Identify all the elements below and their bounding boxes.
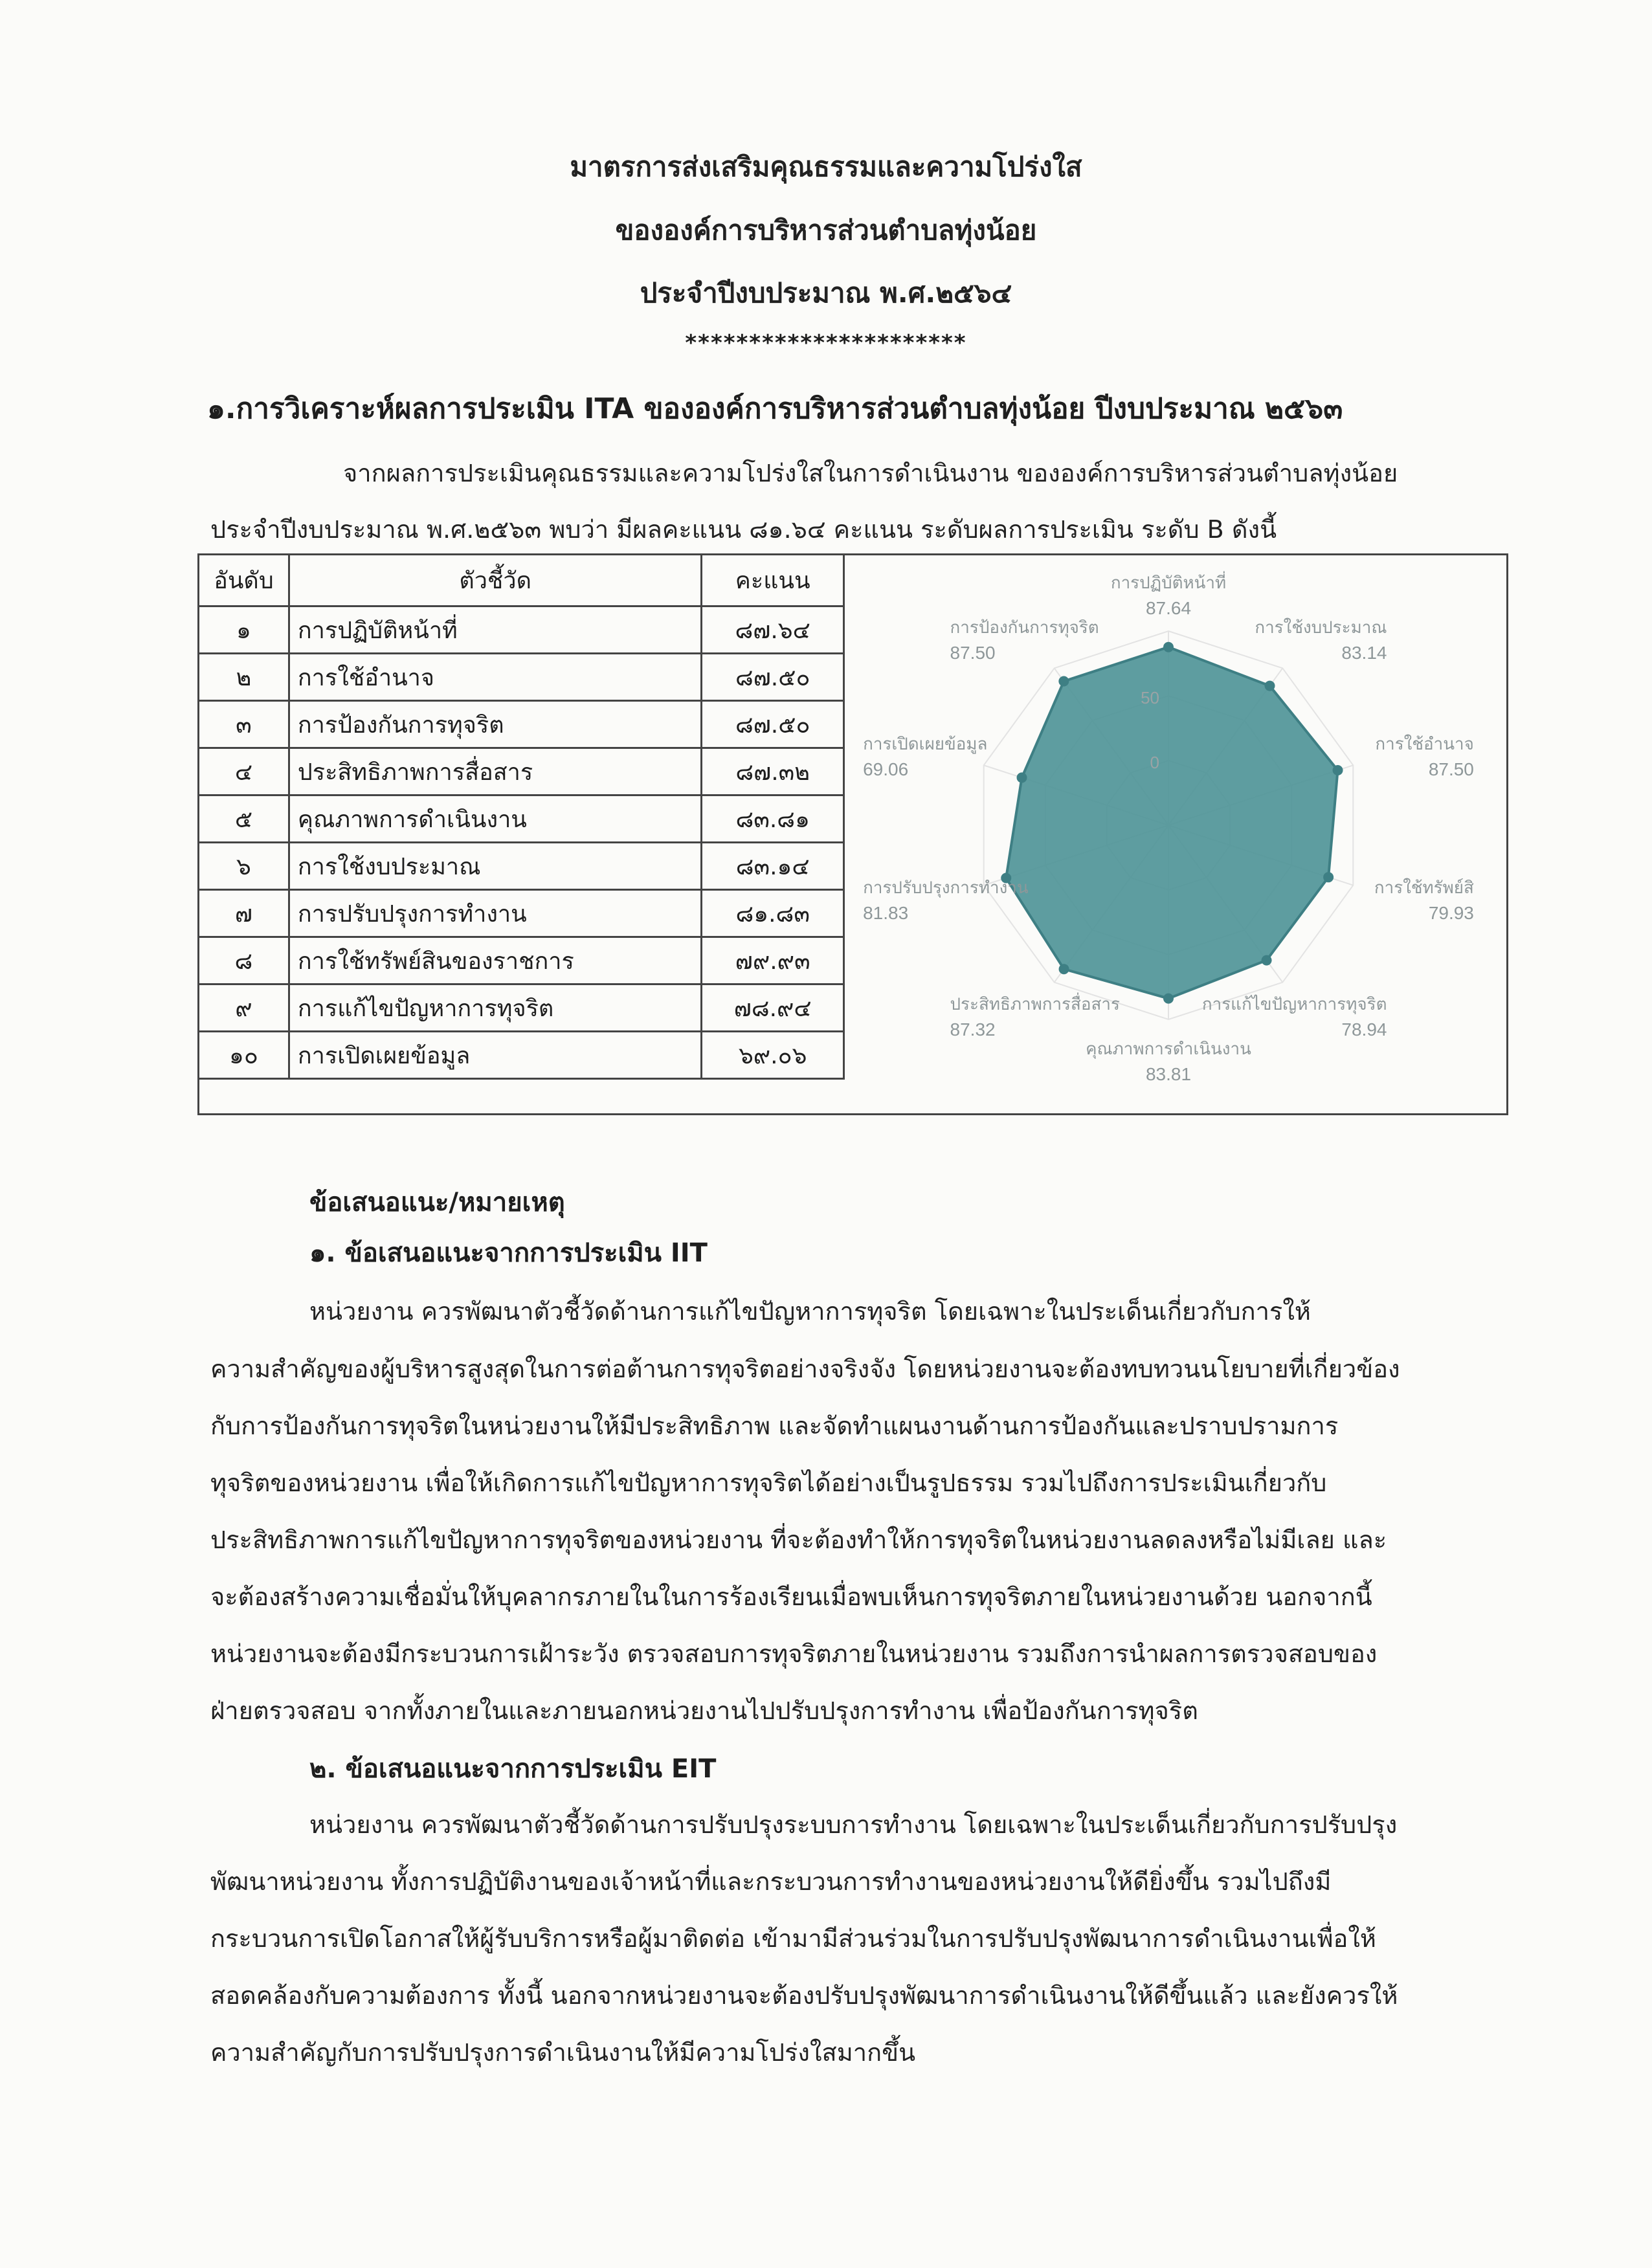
iit-paragraph-line: หน่วยงานจะต้องมีกระบวนการเฝ้าระวัง ตรวจสอบการทุจริตภายในหน่วยงาน รวมถึงการนำผลการตรวจสอบของ — [210, 1640, 1378, 1668]
score-cell: ๘๓.๘๑ — [702, 795, 844, 843]
rank-cell: ๔ — [199, 748, 289, 795]
table-row — [199, 843, 844, 890]
rank-cell: ๑ — [199, 606, 289, 654]
ita-score-table — [197, 553, 845, 1080]
radar-data-point — [1059, 964, 1069, 974]
document-title-line-1: มาตรการส่งเสริมคุณธรรมและความโปร่งใส — [570, 151, 1082, 183]
indicator-cell: การแก้ไขปัญหาการทุจริต — [289, 984, 702, 1032]
iit-paragraph-line: ความสำคัญของผู้บริหารสูงสุดในการต่อต้านการทุจริตอย่างจริงจัง โดยหน่วยงานจะต้องทบทวนนโยบายที่เกี่ยวข้อง — [210, 1355, 1400, 1383]
radar-category-label: การใช้อำนาจ — [1375, 734, 1474, 754]
section-1-intro-line-1: จากผลการประเมินคุณธรรมและความโปร่งใสในการดำเนินงาน ขององค์การบริหารส่วนตำบลทุ่งน้อย — [343, 459, 1398, 487]
score-cell: ๘๑.๘๓ — [702, 890, 844, 937]
radar-data-point — [1265, 681, 1275, 691]
radar-category-label: การใช้ทรัพย์สิ — [1374, 878, 1474, 898]
radar-data-point — [1163, 994, 1174, 1004]
iit-paragraph-line: ประสิทธิภาพการแก้ไขปัญหาการทุจริตของหน่วยงาน ที่จะต้องทำให้การทุจริตในหน่วยงานลดลงหรือไม่มีเลย และ — [210, 1526, 1387, 1554]
table-row — [199, 795, 844, 843]
column-header-score: คะแนน — [702, 555, 844, 606]
table-header-row — [199, 555, 844, 606]
section-1-intro-line-2: ประจำปีงบประมาณ พ.ศ.๒๕๖๓ พบว่า มีผลคะแนน ๘๑.๖๔ คะแนน ระดับผลการประเมิน ระดับ B ดังนี้ — [210, 515, 1277, 544]
table-row — [199, 701, 844, 748]
radar-data-area — [1006, 647, 1337, 999]
radar-tick-label: 0 — [1150, 753, 1159, 772]
radar-data-point — [1163, 642, 1174, 652]
iit-paragraph-line: ทุจริตของหน่วยงาน เพื่อให้เกิดการแก้ไขปัญหาการทุจริตได้อย่างเป็นรูปธรรม รวมไปถึงการประเมินเกี่ยวกับ — [210, 1469, 1327, 1497]
section-1-heading: ๑.การวิเคราะห์ผลการประเมิน ITA ขององค์การบริหารส่วนตำบลทุ่งน้อย ปีงบประมาณ ๒๕๖๓ — [207, 392, 1343, 425]
indicator-cell: การใช้ทรัพย์สินของราชการ — [289, 937, 702, 984]
iit-paragraph-line: หน่วยงาน ควรพัฒนาตัวชี้วัดด้านการแก้ไขปัญหาการทุจริต โดยเฉพาะในประเด็นเกี่ยวกับการให้ — [309, 1297, 1311, 1326]
iit-paragraph-line: จะต้องสร้างความเชื่อมั่นให้บุคลากรภายในในการร้องเรียนเมื่อพบเห็นการทุจริตภายในหน่วยงานด้วย นอกจากนี้ — [210, 1583, 1372, 1611]
radar-tick-label: 50 — [1141, 688, 1159, 707]
recommendations-heading: ข้อเสนอแนะ/หมายเหตุ — [309, 1188, 565, 1217]
rank-cell: ๑๐ — [199, 1032, 289, 1079]
radar-value-label: 87.50 — [1428, 759, 1474, 779]
indicator-cell: การปรับปรุงการทำงาน — [289, 890, 702, 937]
score-cell: ๘๗.๕๐ — [702, 654, 844, 701]
radar-value-label: 69.06 — [863, 759, 909, 779]
table-row — [199, 984, 844, 1032]
radar-value-label: 87.32 — [950, 1019, 996, 1040]
radar-value-label: 79.93 — [1428, 903, 1474, 924]
radar-value-label: 87.50 — [950, 642, 996, 663]
indicator-cell: การปฏิบัติหน้าที่ — [289, 606, 702, 654]
eit-paragraph-line: หน่วยงาน ควรพัฒนาตัวชี้วัดด้านการปรับปรุงระบบการทำงาน โดยเฉพาะในประเด็นเกี่ยวกับการปรับปรุง — [309, 1810, 1398, 1839]
rank-cell: ๙ — [199, 984, 289, 1032]
score-cell: ๗๘.๙๔ — [702, 984, 844, 1032]
indicator-cell: การใช้งบประมาณ — [289, 843, 702, 890]
column-header-rank: อันดับ — [199, 555, 289, 606]
indicator-cell: คุณภาพการดำเนินงาน — [289, 795, 702, 843]
table-row — [199, 937, 844, 984]
radar-value-label: 81.83 — [863, 903, 909, 924]
document-title-line-3: ประจำปีงบประมาณ พ.ศ.๒๕๖๔ — [640, 277, 1012, 309]
radar-data-point — [1262, 955, 1272, 966]
radar-category-label: การแก้ไขปัญหาการทุจริต — [1201, 995, 1387, 1015]
indicator-cell: การป้องกันการทุจริต — [289, 701, 702, 748]
column-header-indicator: ตัวชี้วัด — [289, 555, 702, 606]
score-cell: ๘๗.๓๒ — [702, 748, 844, 795]
rank-cell: ๖ — [199, 843, 289, 890]
score-cell: ๘๗.๕๐ — [702, 701, 844, 748]
score-cell: ๘๗.๖๔ — [702, 606, 844, 654]
score-cell: ๖๙.๐๖ — [702, 1032, 844, 1079]
eit-recommendation-heading: ๒. ข้อเสนอแนะจากการประเมิน EIT — [309, 1754, 717, 1784]
indicator-cell: ประสิทธิภาพการสื่อสาร — [289, 748, 702, 795]
eit-paragraph-line: ความสำคัญกับการปรับปรุงการดำเนินงานให้มีความโปร่งใสมากขึ้น — [210, 2038, 916, 2067]
radar-category-label: ประสิทธิภาพการสื่อสาร — [950, 995, 1120, 1015]
rank-cell: ๕ — [199, 795, 289, 843]
table-row — [199, 654, 844, 701]
table-row — [199, 1032, 844, 1079]
table-row — [199, 606, 844, 654]
indicator-cell: การใช้อำนาจ — [289, 654, 702, 701]
radar-data-point — [1017, 772, 1027, 783]
title-separator-stars: ********************** — [685, 330, 967, 356]
score-cell: ๗๙.๙๓ — [702, 937, 844, 984]
radar-category-label: การปรับปรุงการทำงาน — [863, 878, 1029, 898]
radar-value-label: 83.81 — [1145, 1064, 1192, 1084]
rank-cell: ๘ — [199, 937, 289, 984]
ita-radar-chart — [845, 557, 1505, 1113]
table-row — [199, 748, 844, 795]
radar-data-point — [1323, 872, 1334, 882]
document-title-line-2: ขององค์การบริหารส่วนตำบลทุ่งน้อย — [615, 214, 1037, 246]
iit-paragraph-line: กับการป้องกันการทุจริตในหน่วยงานให้มีประสิทธิภาพ และจัดทำแผนงานด้านการป้องกันและปราบปรามการ — [210, 1412, 1339, 1440]
radar-category-label: การป้องกันการทุจริต — [950, 617, 1099, 638]
radar-category-label: คุณภาพการดำเนินงาน — [1086, 1040, 1251, 1059]
eit-paragraph-line: สอดคล้องกับความต้องการ ทั้งนี้ นอกจากหน่วยงานจะต้องปรับปรุงพัฒนาการดำเนินงานให้ดีขึ้นแล้ว และยังควรให้ — [210, 1981, 1398, 2010]
radar-data-point — [1333, 765, 1343, 775]
radar-category-label: การใช้งบประมาณ — [1255, 617, 1387, 638]
iit-recommendation-heading: ๑. ข้อเสนอแนะจากการประเมิน IIT — [309, 1238, 708, 1268]
radar-value-label: 83.14 — [1341, 642, 1387, 663]
radar-category-label: การเปิดเผยข้อมูล — [863, 734, 988, 754]
radar-data-point — [1058, 676, 1069, 687]
radar-category-label: การปฏิบัติหน้าที่ — [1110, 573, 1227, 593]
score-cell: ๘๓.๑๔ — [702, 843, 844, 890]
radar-value-label: 87.64 — [1145, 598, 1192, 618]
eit-paragraph-line: กระบวนการเปิดโอกาสให้ผู้รับบริการหรือผู้มาติดต่อ เข้ามามีส่วนร่วมในการปรับปรุงพัฒนาการดำเนินงานเพื่อให้ — [210, 1924, 1376, 1953]
rank-cell: ๗ — [199, 890, 289, 937]
rank-cell: ๓ — [199, 701, 289, 748]
table-row — [199, 890, 844, 937]
eit-paragraph-line: พัฒนาหน่วยงาน ทั้งการปฏิบัติงานของเจ้าหน้าที่และกระบวนการทำงานของหน่วยงานให้ดียิ่งขึ้น รวมไปถึงมี — [210, 1867, 1332, 1896]
iit-paragraph-line: ฝ่ายตรวจสอบ จากทั้งภายในและภายนอกหน่วยงานไปปรับปรุงการทำงาน เพื่อป้องกันการทุจริต — [210, 1696, 1198, 1725]
indicator-cell: การเปิดเผยข้อมูล — [289, 1032, 702, 1079]
rank-cell: ๒ — [199, 654, 289, 701]
radar-value-label: 78.94 — [1341, 1019, 1387, 1040]
